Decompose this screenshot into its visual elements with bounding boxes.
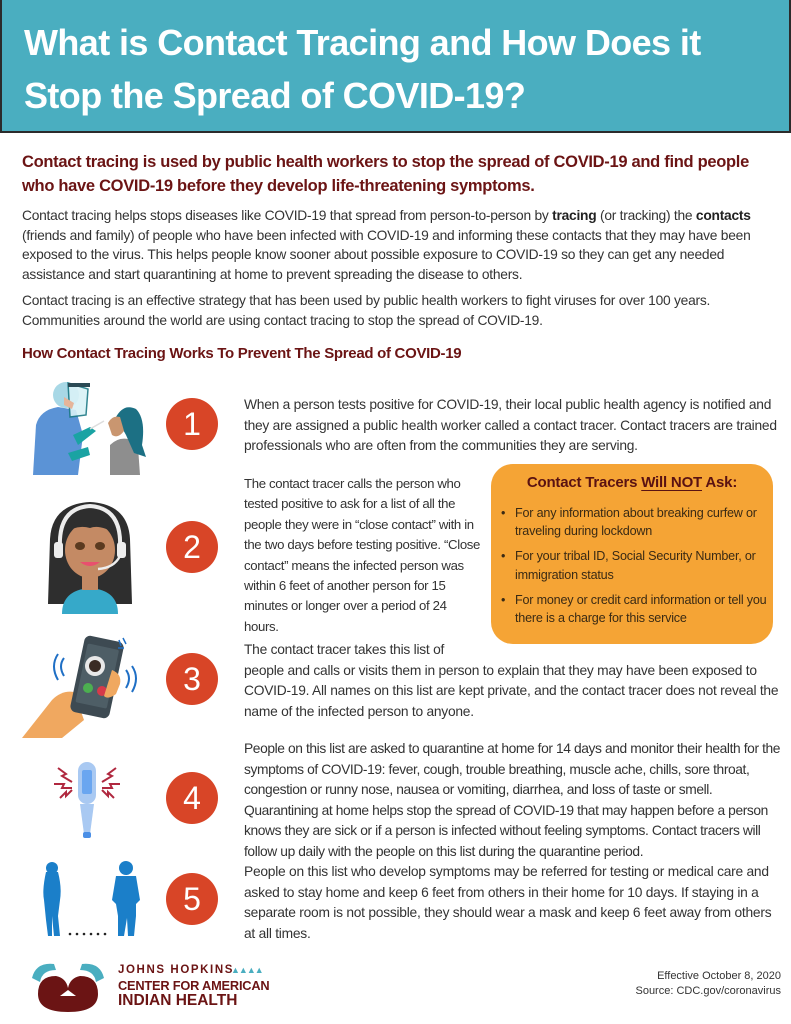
list-item-text: For any information about breaking curfew or traveling during lockdown — [515, 506, 757, 539]
bullet-icon: • — [501, 506, 506, 520]
step-text-3-first-line: The contact tracer takes this list of — [244, 642, 445, 657]
step-text-3 — [244, 640, 784, 722]
phone-call-icon — [22, 630, 142, 738]
logo-triangles-icon: ▲▲▲▲ — [231, 965, 263, 975]
logo-line-1: JOHNS HOPKINS — [118, 964, 235, 976]
step-number-3: 3 — [166, 653, 218, 705]
title-banner — [0, 0, 791, 133]
step-text-3-body: people and calls or visits them in person to explain that they may have been exposed to COVID-19. All names on this list are kept private, and the contact tracer does not reveal the name of the infected person to anyone. — [244, 662, 779, 719]
list-item — [501, 504, 769, 540]
intro-bold-contacts: contacts — [695, 208, 751, 223]
intro-bold-tracing: tracing — [552, 208, 597, 223]
callout-title — [491, 474, 773, 491]
social-distance-icon — [40, 860, 150, 938]
footer-info — [635, 969, 781, 999]
headset-agent-icon — [40, 494, 140, 614]
step-number-2: 2 — [166, 521, 218, 573]
list-item — [501, 591, 769, 627]
page-title: What is Contact Tracing and How Does it Stop the Spread of COVID-19? — [24, 22, 701, 116]
callout-title-text: Ask: — [702, 474, 738, 491]
lead-statement: Contact tracing is used by public health workers to stop the spread of COVID-19 and find people who have COVID-19 before they develop life-threatening symptoms. — [22, 153, 749, 195]
intro-text: Contact tracing helps stops diseases like COVID-19 that spread from person-to-person by — [22, 208, 553, 223]
step-text-5: People on this list who develop symptoms may be referred for testing or medical care and asked to stay home and keep 6 feet from others in their home for 10 days. If staying in a separate room is not possible, they should wear a mask and keep 6 feet away from others at all times. — [244, 864, 772, 941]
logo-emblem-icon — [26, 958, 110, 1014]
health-worker-swab-icon — [28, 375, 148, 475]
step-text-4: People on this list are asked to quarantine at home for 14 days and monitor their health for the symptoms of COVID-19: fever, cough, trouble breathing, muscle ache, chills, sore throat, congestion or runny nose, nausea or vomiting, diarrhea, and loss of taste or smell. Quarantining at home helps stop the spread of COVID-19 that may happen before a person knows they are sick or if a person is infected without feeling symptoms. Contact tracers will follow up daily with the people on this list during the quarantine period. — [244, 741, 781, 859]
history-paragraph: Contact tracing is an effective strategy that has been used by public health workers to fight viruses for over 100 years. Communities around the world are using contact tracing to stop the spread of COVID-19. — [22, 293, 711, 328]
callout-title-emphasis: Will NOT — [641, 474, 702, 491]
will-not-ask-list — [501, 504, 769, 634]
step-number-1: 1 — [166, 398, 218, 450]
bullet-icon: • — [501, 592, 506, 607]
effective-date: Effective October 8, 2020 — [657, 970, 781, 982]
intro-paragraph — [22, 206, 782, 284]
bullet-icon: • — [501, 549, 506, 564]
source-citation: Source: CDC.gov/coronavirus — [635, 985, 781, 997]
list-item-text: For your tribal ID, Social Security Number, or immigration status — [515, 549, 756, 582]
intro-text: (friends and family) of people who have been infected with COVID-19 and informing these contacts that they may have been exposed to the virus. This helps people know sooner about possible exposure to COVID-19 so they can get any needed assistance and start quarantining at home to prevent spreading the disease to others. — [22, 227, 751, 282]
step-text-2: The contact tracer calls the person who tested positive to ask for a list of all the people they were in “close contact” with in the two days before testing positive. “Close contact” means the infected person was within 6 feet of another person for 15 minutes or longer over a period of 24 hours. — [244, 476, 481, 634]
will-not-ask-callout — [491, 464, 773, 644]
list-item — [501, 547, 769, 583]
jhu-caih-logo — [26, 958, 270, 1013]
logo-line-3: INDIAN HEALTH — [118, 992, 238, 1009]
callout-title-text: Contact Tracers — [526, 474, 642, 491]
logo-line-2: CENTER FOR AMERICAN — [118, 978, 270, 993]
intro-text: (or tracking) the — [596, 208, 696, 223]
thermometer-icon — [52, 760, 122, 840]
step-number-5: 5 — [166, 873, 218, 925]
section-title: How Contact Tracing Works To Prevent The Spread of COVID-19 — [22, 345, 462, 362]
step-text-1: When a person tests positive for COVID-19, their local public health agency is notified and they are assigned a public health worker called a contact tracer. Contact tracers are trained professionals who are often from the communities they are serving. — [244, 397, 777, 453]
list-item-text: For money or credit card information or tell you there is a charge for this service — [515, 592, 767, 626]
step-number-4: 4 — [166, 772, 218, 824]
